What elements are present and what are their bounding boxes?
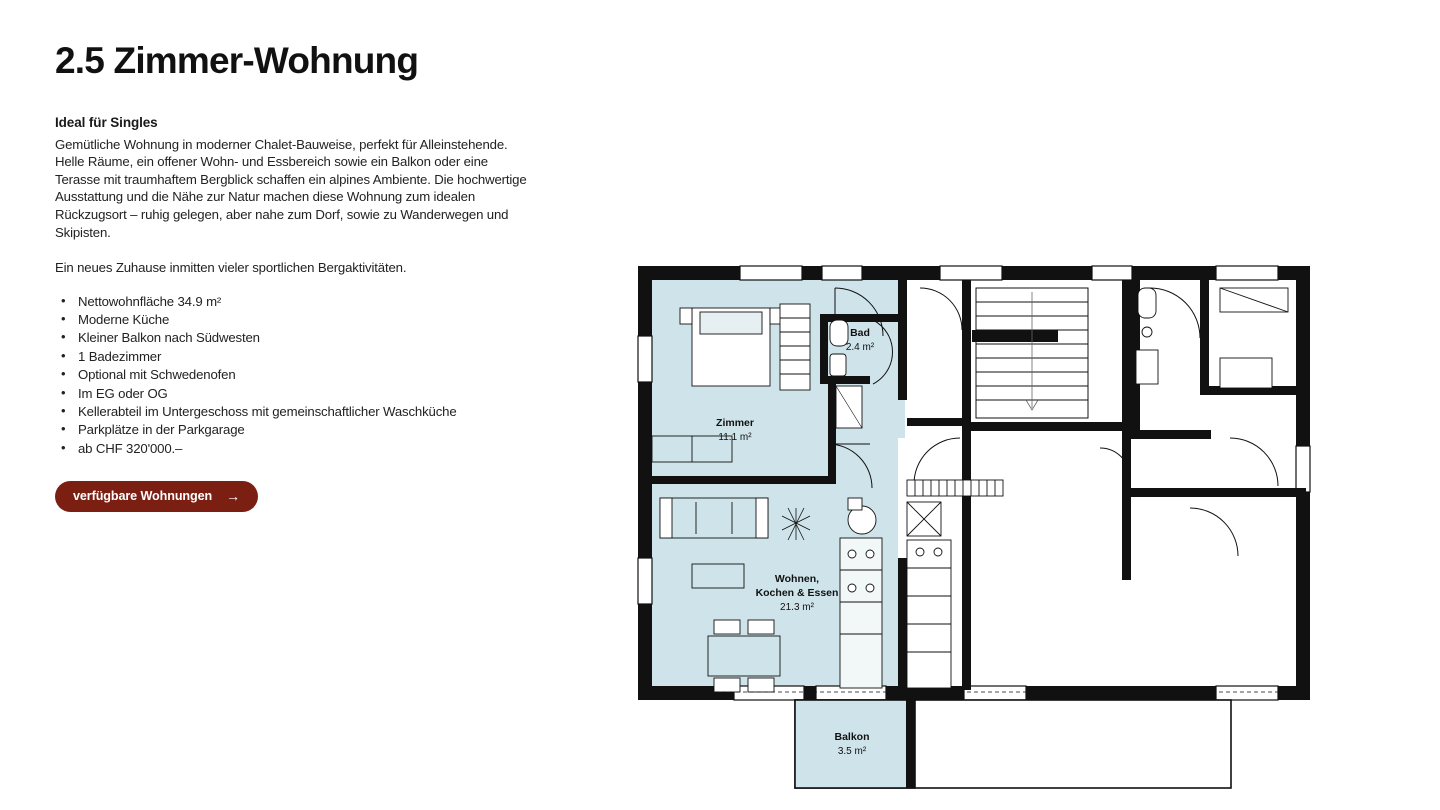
list-item: • Kleiner Balkon nach Südwesten (55, 330, 555, 347)
available-apartments-button[interactable] (55, 481, 258, 512)
description-paragraph-2: Ein neues Zuhause inmitten vieler sportlichen Bergaktivitäten. (55, 260, 407, 276)
description-paragraph-1: Gemütliche Wohnung in moderner Chalet-Bauweise, perfekt für Alleinstehende. Helle Räume, ein offener Wohn- und Essbereich sowie ein Balkon oder eine Terasse mit traumhaftem Bergblick schaffen ein alpines Ambiente. Die hochwertige Ausstattung und die Nähe zur Natur machen diese Wohnung zum idealen Rückzugsort – ruhig gelegen, aber nahe zum Dorf, sowie zu Wanderwegen und Skipisten. (55, 136, 527, 240)
balcony-area (795, 700, 1231, 788)
room-label-balkon: Balkon (834, 731, 870, 743)
room-label-wohnen-line2: Kochen & Essen (755, 587, 839, 599)
room-label-wohnen-line1: Wohnen, (774, 573, 820, 585)
staircase (972, 288, 1088, 418)
room-area-bad: 2.4 m² (845, 342, 875, 353)
list-item: • Moderne Küche (55, 312, 555, 329)
list-item: • ab CHF 320'000.– (55, 441, 555, 458)
list-item: • 1 Badezimmer (55, 349, 555, 366)
room-label-bad: Bad (850, 327, 870, 339)
room-area-balkon: 3.5 m² (837, 746, 867, 757)
feature-list (55, 294, 555, 458)
room-label-zimmer: Zimmer (716, 417, 754, 429)
list-item: • Kellerabteil im Untergeschoss mit gemeinschaftlicher Waschküche (55, 404, 555, 421)
page-title: 2.5 Zimmer-Wohnung (55, 40, 419, 81)
cta-label: verfügbare Wohnungen (73, 489, 213, 504)
list-item: • Nettowohnfläche 34.9 m² (55, 294, 555, 311)
apartment-info-panel (55, 42, 555, 512)
lead-title: Ideal für Singles (55, 114, 158, 130)
arrow-right-icon: → (226, 488, 241, 505)
list-item: • Im EG oder OG (55, 386, 555, 403)
room-area-wohnen: 21.3 m² (780, 602, 814, 613)
right-unit-fixtures (1136, 288, 1288, 388)
list-item: • Optional mit Schwedenofen (55, 367, 555, 384)
floorplan-diagram (630, 258, 1410, 798)
room-area-zimmer: 11.1 m² (718, 432, 752, 443)
list-item: • Parkplätze in der Parkgarage (55, 422, 555, 439)
